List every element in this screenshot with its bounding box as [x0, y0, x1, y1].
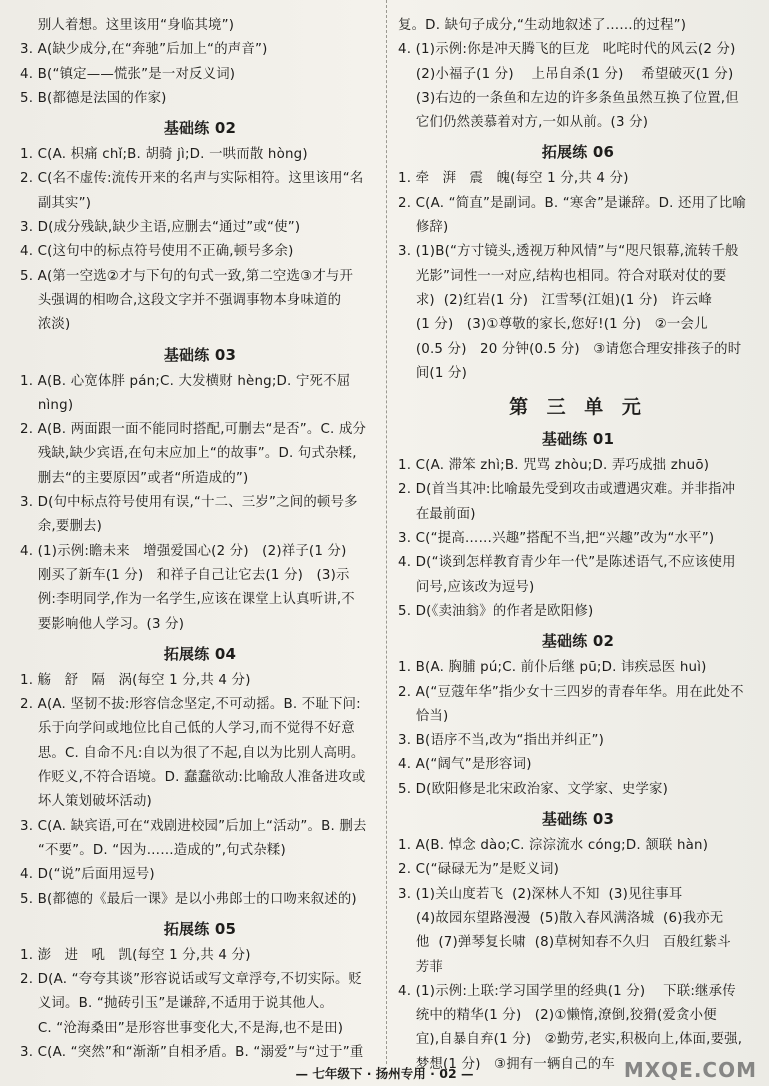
answer-line: 间(1 分) [398, 365, 468, 381]
answer-line: 3. B(语序不当,改为“指出并纠正”) [398, 733, 605, 749]
answer-line: 1. C(A. 枳痛 chǐ;B. 胡骑 jì;D. 一哄而散 hòng) [20, 147, 308, 163]
answer-line: 2. A(A. 坚韧不拔:形容信念坚定,不可动摇。B. 不耻下问: [20, 697, 361, 713]
answer-line: 4. (1)示例:你是冲天腾飞的巨龙 叱咤时代的风云(2 分) [398, 42, 736, 58]
answer-line: 复。D. 缺句子成分,“生动地叙述了……的过程”) [398, 18, 687, 33]
answer-line: 在最前面) [398, 506, 476, 522]
answer-line: 作贬义,不符合语境。D. 蠢蠢欲动:比喻敌人准备进攻或 [20, 770, 366, 786]
answer-line: 1. A(B. 悼念 dào;C. 淙淙流水 cóng;D. 颔联 hàn) [398, 838, 709, 854]
answer-line: 别人着想。这里该用“身临其境”) [20, 18, 235, 33]
answer-line: 5. B(都德是法国的作家) [20, 90, 167, 106]
answer-line: 3. (1)关山度若飞 (2)深林人不知 (3)见往事耳 [398, 886, 683, 902]
answer-line: 2. A(B. 两面跟一面不能同时搭配,可删去“是否”。C. 成分 [20, 422, 367, 438]
answer-line: 它们仍然羡慕着对方,一如从前。(3 分) [398, 115, 649, 131]
answer-line: 3. D(句中标点符号使用有误,“十二、三岁”之间的顿号多 [20, 495, 358, 511]
answer-line: 3. C(A. “突然”和“渐渐”自相矛盾。B. “溺爱”与“过于”重 [20, 1044, 364, 1060]
answer-line: (2)小福子(1 分) 上吊自杀(1 分) 希望破灭(1 分) [398, 66, 734, 82]
answer-line: (3)右边的一条鱼和左边的许多条鱼虽然互换了位置,但 [398, 90, 739, 106]
answer-line: C. “沧海桑田”是形容世事变化大,不是海,也不是田) [20, 1020, 344, 1036]
answer-line: 4. (1)示例:上联:学习国学里的经典(1 分) 下联:继承传 [398, 983, 736, 999]
answer-line: 光影”词性一一对应,结构也相同。符合对联对仗的要 [398, 268, 727, 284]
answer-line: 1. C(A. 滞笨 zhì;B. 咒骂 zhòu;D. 弄巧成拙 zhuō) [398, 458, 710, 474]
answer-line: 坏人策划破坏活动) [20, 794, 152, 810]
answer-line: (4)故园东望路漫漫 (5)散入春风满洛城 (6)我亦无 [398, 910, 724, 926]
section-title: 基础练 02 [541, 632, 615, 651]
answer-line: 4. D(“谈到怎样教育青少年一代”是陈述语气,不应该使用 [398, 555, 736, 571]
answer-line: 5. A(第一空选②才与下句的句式一致,第二空选③才与开 [20, 268, 354, 284]
answer-line: 3. C(“提高……兴趣”搭配不当,把“兴趣”改为“水平”) [398, 531, 715, 547]
answer-line: 1. 觞 舒 隔 涡(每空 1 分,共 4 分) [20, 672, 251, 688]
answer-line: 求) (2)红岩(1 分) 江雪琴(江姐)(1 分) 许云峰 [398, 292, 713, 308]
answer-line: 义词。B. “抛砖引玉”是谦辞,不适用于说其他人。 [20, 996, 334, 1012]
answer-line: 4. B(“镇定——慌张”是一对反义词) [20, 66, 236, 82]
watermark-logo: MXQE.COM [623, 1058, 757, 1082]
answer-line: 余,要删去) [20, 519, 103, 535]
answer-line: 4. D(“说”后面用逗号) [20, 867, 155, 883]
answer-line: 2. C(A. “简直”是副词。B. “寒舍”是谦辞。D. 还用了比喻 [398, 195, 746, 211]
section-title: 基础练 03 [541, 810, 615, 829]
answer-line: 修辞) [398, 220, 449, 236]
answer-line: 1. 澎 进 吼 凯(每空 1 分,共 4 分) [20, 947, 251, 963]
section-title: 基础练 01 [541, 430, 615, 449]
answer-line: nìng) [20, 397, 74, 413]
answer-line: (1 分) (3)①尊敬的家长,您好!(1 分) ②一会儿 [398, 317, 708, 333]
answer-line: (0.5 分) 20 分钟(0.5 分) ③请您合理安排孩子的时 [398, 341, 742, 357]
answer-line: 3. A(缺少成分,在“奔驰”后加上“的声音”) [20, 42, 268, 58]
page-footer: — 七年级下 · 扬州专用 · 02 — [295, 1066, 474, 1081]
answer-line: 思。C. 自命不凡:自以为很了不起,自以为比别人高明。 [20, 745, 365, 761]
answer-line: 2. D(A. “夸夸其谈”形容说话或写文章浮夸,不切实际。贬 [20, 972, 363, 988]
section-title: 拓展练 06 [541, 143, 615, 162]
unit-title: 第 三 单 元 [509, 396, 647, 419]
answer-line: 宜),自暴自弃(1 分) ②勤劳,老实,积极向上,体面,要强, [398, 1032, 743, 1048]
answer-line: 删去“的主要原因”或者“所造成的”) [20, 470, 249, 486]
answer-line: 统中的精华(1 分) (2)①懒惰,潦倒,狡猾(爱贪小便 [398, 1008, 717, 1024]
answer-line: 恰当) [398, 708, 449, 724]
answer-line: 残缺,缺少宾语,在句末应加上“的故事”。D. 句式杂糅, [20, 446, 357, 462]
answer-line: 2. C(名不虚传:流传开来的名声与实际相符。这里该用“名 [20, 171, 364, 187]
answer-line: 4. (1)示例:瞻未来 增强爱国心(2 分) (2)祥子(1 分) [20, 543, 347, 559]
section-title: 基础练 02 [163, 119, 237, 138]
section-title: 拓展练 05 [163, 919, 237, 938]
answer-line: 3. C(A. 缺宾语,可在“戏剧进校园”后加上“活动”。B. 删去 [20, 818, 367, 834]
answer-line: 2. A(“豆蔻年华”指少女十三四岁的青春年华。用在此处不 [398, 684, 744, 700]
answer-line: 乐于向学问或地位比自己低的人学习,而不觉得不好意 [20, 721, 355, 737]
answer-line: 例:李明同学,作为一名学生,应该在课堂上认真听讲,不 [20, 592, 355, 608]
answer-line: 4. A(“阔气”是形容词) [398, 757, 532, 773]
right-column [398, 14, 758, 1077]
left-column [20, 14, 380, 1065]
answer-line: 3. D(成分残缺,缺少主语,应删去“通过”或“使”) [20, 220, 301, 236]
answer-line: 1. B(A. 胸脯 pú;C. 前仆后继 pū;D. 讳疾忌医 huì) [398, 660, 707, 676]
answer-line: 问号,应该改为逗号) [398, 579, 535, 595]
answer-line: “不要”。D. “因为……造成的”,句式杂糅) [20, 842, 286, 858]
answer-line: 刚买了新车(1 分) 和祥子自己让它去(1 分) (3)示 [20, 567, 350, 583]
answer-line: 1. A(B. 心宽体胖 pán;C. 大发横财 hèng;D. 宁死不屈 [20, 373, 351, 389]
section-title: 基础练 03 [163, 345, 237, 364]
column-divider [386, 0, 388, 1064]
answer-line: 2. C(“碌碌无为”是贬义词) [398, 862, 560, 878]
answer-line: 头强调的相吻合,这段文字并不强调事物本身味道的 [20, 292, 342, 308]
answer-line: 他 (7)弹琴复长啸 (8)草树知春不久归 百般红紫斗 [398, 935, 731, 951]
answer-line: 2. D(首当其冲:比喻最先受到攻击或遭遇灾难。并非指冲 [398, 482, 736, 498]
answer-line: 3. (1)B(“方寸镜头,透视万种风情”与“咫尺银幕,流转千般 [398, 244, 739, 260]
answer-line: 4. C(这句中的标点符号使用不正确,顿号多余) [20, 244, 294, 260]
answer-line: 浓淡) [20, 317, 71, 333]
answer-line: 5. D(《卖油翁》的作者是欧阳修) [398, 603, 594, 619]
answer-line: 芳菲 [398, 959, 444, 975]
answer-line: 5. D(欧阳修是北宋政治家、文学家、史学家) [398, 781, 669, 797]
answer-line: 1. 牵 湃 震 魄(每空 1 分,共 4 分) [398, 171, 629, 187]
answer-line: 梦想(1 分) ③拥有一辆自己的车 [398, 1056, 615, 1072]
answer-line: 要影响他人学习。(3 分) [20, 616, 185, 632]
answer-line: 5. B(都德的《最后一课》是以小弗郎士的口吻来叙述的) [20, 891, 357, 907]
section-title: 拓展练 04 [163, 644, 237, 663]
answer-line: 副其实”) [20, 195, 92, 211]
